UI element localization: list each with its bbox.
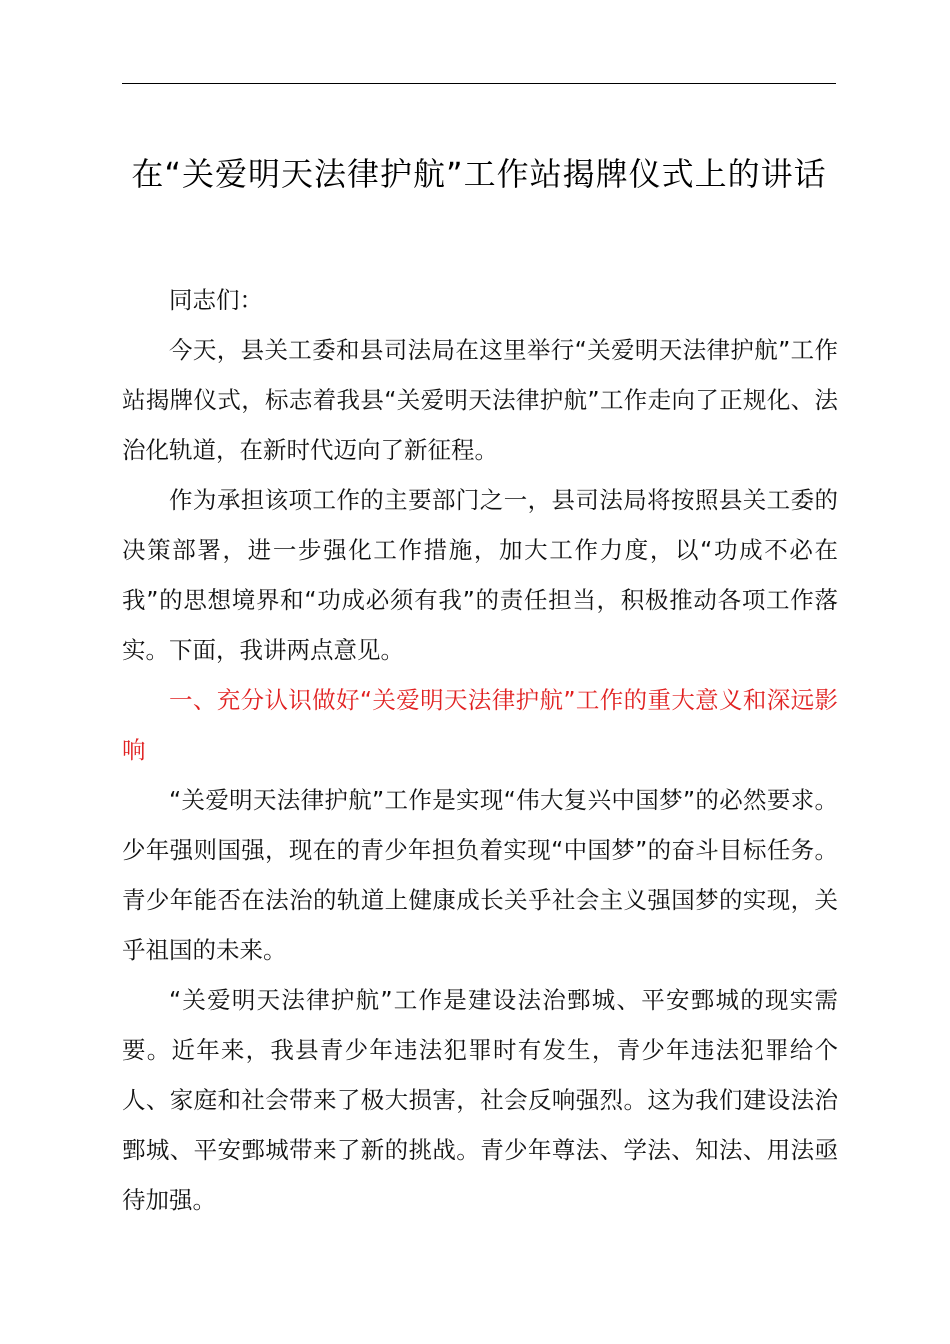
paragraph-significance-1: “关爱明天法律护航”工作是实现“伟大复兴中国梦”的必然要求。少年强则国强，现在的青少年担负着实现“中国梦”的奋斗目标任务。青少年能否在法治的轨道上健康成长关乎社会主义强国梦的实现，关乎祖国的未来。: [122, 786, 838, 964]
salutation: 同志们：: [169, 286, 263, 314]
document-title: 在“关爱明天法律护航”工作站揭牌仪式上的讲话: [131, 155, 827, 193]
section-heading: 一、充分认识做好“关爱明天法律护航”工作的重大意义和深远影响: [122, 686, 838, 764]
paragraph-significance-2: “关爱明天法律护航”工作是建设法治鄄城、平安鄄城的现实需要。近年来，我县青少年违法犯罪时有发生，青少年违法犯罪给个人、家庭和社会带来了极大损害，社会反响强烈。这为我们建设法治鄄城、平安鄄城带来了新的挑战。青少年尊法、学法、知法、用法亟待加强。: [122, 986, 838, 1214]
header-rule: [122, 83, 836, 84]
document-body: [122, 275, 838, 1225]
paragraph-intro: 今天，县关工委和县司法局在这里举行“关爱明天法律护航”工作站揭牌仪式，标志着我县“关爱明天法律护航”工作走向了正规化、法治化轨道，在新时代迈向了新征程。: [122, 336, 838, 464]
paragraph-commitment: 作为承担该项工作的主要部门之一，县司法局将按照县关工委的决策部署，进一步强化工作措施，加大工作力度，以“功成不必在我”的思想境界和“功成必须有我”的责任担当，积极推动各项工作落实。下面，我讲两点意见。: [122, 486, 838, 664]
